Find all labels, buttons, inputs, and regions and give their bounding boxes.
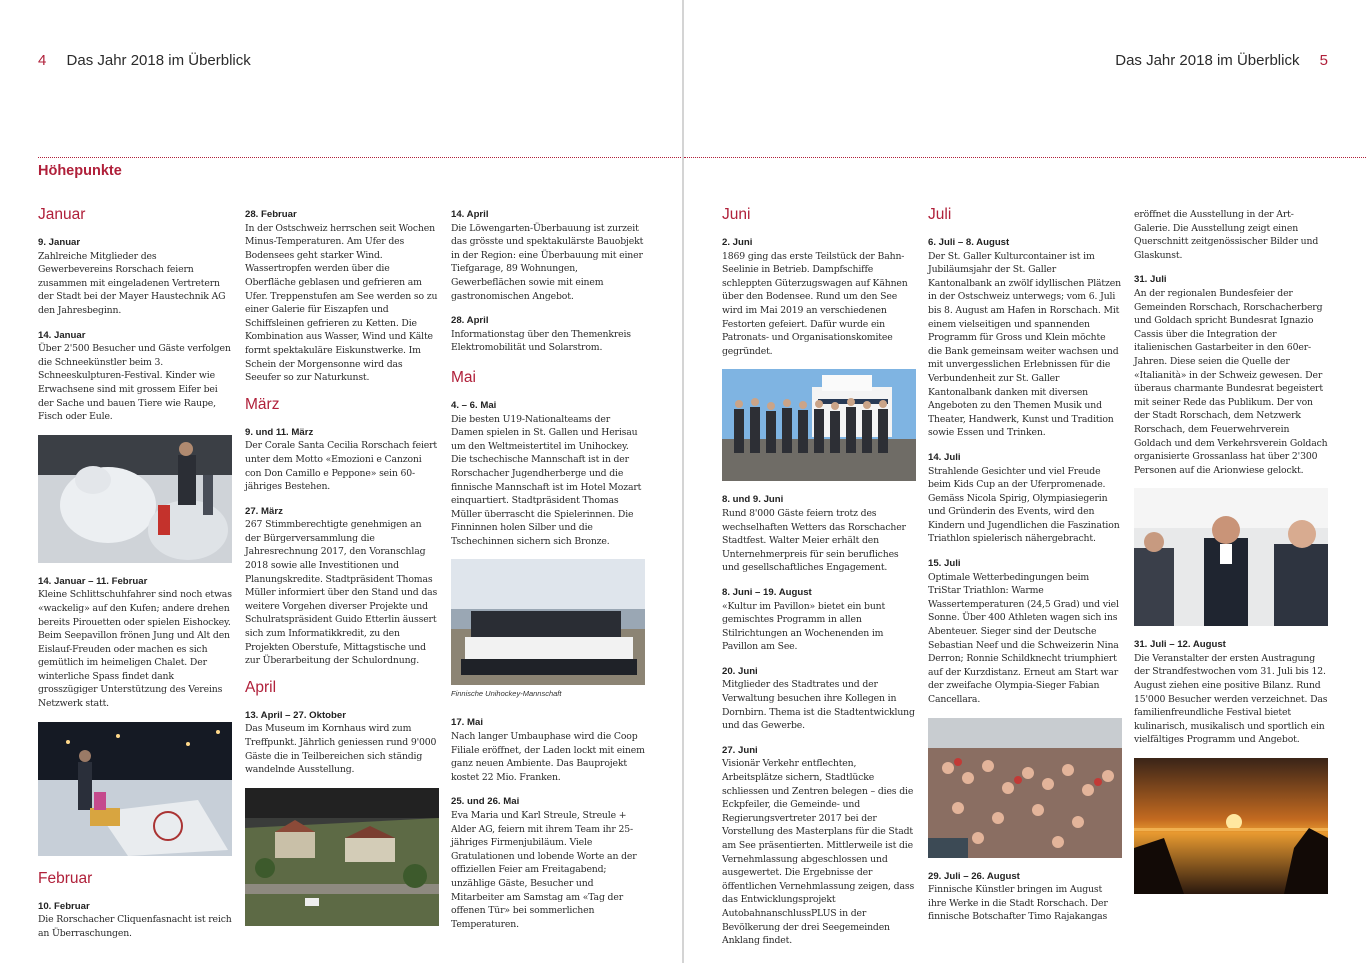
entry-date: 27. Juni	[722, 744, 758, 756]
photo-triathlon-crowd	[928, 718, 1122, 858]
entry	[451, 716, 645, 784]
photo-snow-sculpture	[38, 435, 232, 563]
photo-ship-group	[722, 369, 916, 481]
entry-text: Das Museum im Kornhaus wird zum Treffpunkt. Jährlich geniessen rund 9'000 Gäste die in Teilbereichen sich ständig wandelnde Ausstellung.	[245, 723, 437, 776]
entry	[451, 314, 645, 355]
photo-bundesrat	[1134, 488, 1328, 626]
entry	[38, 575, 232, 711]
entry-date: 4. – 6. Mai	[451, 399, 497, 411]
entry-text: Nach langer Umbauphase wird die Coop Filiale eröffnet, der Laden lockt mit einem ganz neuen Ambiente. Das Bauprojekt kostet 22 Mio. Franken.	[451, 731, 645, 783]
entry-text: 1869 ging das erste Teilstück der Bahn-Seelinie in Betrieb. Dampfschiffe schleppten Güterzugswagen auf Kähnen über den Bodensee. Rund um den See wird im Mai 2019 an verschiedenen Festorten gefeiert. Dafür wurde ein Patronats- und Organisationskomitee gegründet.	[722, 250, 908, 357]
column-6	[1134, 208, 1328, 906]
ship-group-image	[722, 369, 916, 481]
sunset-image	[1134, 758, 1328, 894]
section-title: Höhepunkte	[38, 163, 122, 179]
entry-date: 31. Juli	[1134, 274, 1167, 286]
entry	[722, 493, 916, 575]
photo-caption: Finnische Unihockey-Mannschaft	[451, 689, 562, 699]
entry	[451, 208, 645, 303]
entry-date: 31. Juli – 12. August	[1134, 639, 1226, 651]
entry-text: Die Rorschacher Cliquenfasnacht ist reich an Überraschungen.	[38, 914, 232, 939]
snow-sculpture-image	[38, 435, 232, 563]
photo-unihockey-team	[451, 559, 645, 685]
entry-date: 20. Juni	[722, 665, 758, 677]
running-head-left	[38, 52, 251, 69]
column-3	[451, 208, 645, 942]
entry	[722, 665, 916, 733]
month-heading: März	[245, 395, 280, 413]
entry-date: 14. Juli	[928, 451, 961, 463]
entry-text: Eva Maria und Karl Streule, Streule + Alder AG, feiern mit ihrem Team ihr 25-jähriges Firmenjubiläum. Viele Gratulationen und lobende Worte an der offiziellen Feier am Freitagabend; unzählige Gäste, Besucher und Mitarbeiter am Samstag am «Tag der offenen Tür» bei sommerlichen Temperaturen.	[451, 810, 637, 930]
entry-date: 8. und 9. Juni	[722, 494, 784, 506]
entry-date: 9. Januar	[38, 237, 81, 248]
entry-date: 29. Juli – 26. August	[928, 870, 1020, 882]
entry-date: 8. Juni – 19. August	[722, 586, 812, 598]
running-title: Das Jahr 2018 im Überblick	[1115, 52, 1300, 69]
entry-date: 28. April	[451, 315, 489, 327]
entry-date: 14. Januar – 11. Februar	[38, 575, 148, 587]
ice-rink-image	[38, 722, 232, 856]
running-title: Das Jahr 2018 im Überblick	[66, 52, 251, 69]
entry-text: Finnische Künstler bringen im August ihre Werke in die Stadt Rorschach. Der finnische Botschafter Timo Rajakangas	[928, 884, 1108, 923]
month-heading: Mai	[451, 368, 476, 386]
entry-text: In der Ostschweiz herrschen seit Wochen Minus-Temperaturen. Am Ufer des Bodensees geht starker Wind. Wassertropfen werden über die Oberfläche geblasen und gefrieren am Ufer. Treppenstufen am See werden so zu einer Galerie für Eiszapfen und Schiffsleinen gefrieren zu Ketten. Die Kombination aus Wasser, Wind und Kälte formt spektakuläre Eiskunstwerke. Im Schein der Morgensonne wird das Seeufer so zur Naturkunst.	[245, 222, 438, 384]
month-heading: April	[245, 678, 277, 696]
entry-text: Mitglieder des Stadtrates und der Verwaltung besuchen ihre Kollegen in Dornbirn. Thema ist die Stadtentwicklung und das Gewerbe.	[722, 679, 915, 732]
month-heading: Januar	[38, 206, 86, 223]
entry-text: Der Corale Santa Cecilia Rorschach feiert unter dem Motto «Emozioni e Canzoni con Don Camillo e Peppone» sein 60-jähriges Bestehen.	[245, 440, 438, 493]
running-head-right	[1115, 52, 1328, 69]
column-5	[928, 206, 1122, 935]
entry	[245, 426, 439, 494]
entry-text: Strahlende Gesichter und viel Freude beim Kids Cup an der Uferpromenade. Gemäss Nicola Spirig, Olympiasiegerin und Gründerin des Events, wird den Kindern und Jugendlichen die Faszination Triathlon spielerisch nähergebracht.	[928, 465, 1120, 545]
entry	[245, 709, 439, 777]
entry-text: Die besten U19-Nationalteams der Damen spielen in St. Gallen und Herisau um den Weltmeistertitel im Unihockey. Die tschechische Mannschaft ist in der Rorschacher Jugendherberge und die finnische Mannschaft ist im Hotel Mozart einquartiert. Stadtpräsident Thomas Müller überrascht die Spielerinnen. Die Finninnen holen Silber und die Tschechinnen sichern sich Bronze.	[451, 413, 642, 547]
entry-text: Die Löwengarten-Überbauung ist zurzeit das grösste und spektakulärste Bauobjekt in der Region: eine Überbauung mit einer Tiefgarage, 89 Wohnungen, Gewerbeflächen sowie mit einem gastronomischen Angebot.	[451, 222, 644, 302]
entry	[1134, 638, 1328, 747]
entry-text: 267 Stimmberechtigte genehmigen an der Bürgerversammlung die Jahresrechnung 2017, den Voranschlag 2018 sowie alle Investitionen und Planungskredite. Stadtpräsident Thomas Müller informiert über den Stand und das weitere Vorgehen diverser Projekte und Schulratspräsident Guido Etterlin äussert sich zum Informatikkredit, zu den Projekten Oberstufe, Mittagstische und zur Überarbeitung der Schulordnung.	[245, 519, 438, 667]
photo-sunset	[1134, 758, 1328, 894]
entry-text: Visionär Verkehr entflechten, Arbeitsplätze sichern, Stadtlücke schliessen und Zentren belegen – dies die Eckpfeiler, die Gemeinde- und Regierungsvertreter 2017 bei der Vorstellung des Masterplans für die Stadt am See präsentierten. Mittlerweile ist die Vernehmlassung abgeschlossen und ausgewertet. Die Ergebnisse der öffentlichen Vernehmlassung zeigen, dass das Entwicklungsprojekt AutobahnanschlussPLUS in der Bevölkerung der drei Seegemeinden Anklang findet.	[722, 758, 915, 947]
month-heading: Juli	[928, 206, 952, 223]
entry	[722, 236, 916, 358]
month-heading: Februar	[38, 869, 93, 887]
entry-date: 2. Juni	[722, 237, 753, 248]
entry-text: Rund 8'000 Gäste feiern trotz des wechselhaften Wetters das Rorschacher Stadtfest. Walter Meier erhält den Unternehmerpreis für sein berufliches und gesellschaftliches Engagement.	[722, 507, 906, 574]
entry	[928, 236, 1122, 440]
unihockey-team-image	[451, 559, 645, 685]
entry	[928, 451, 1122, 546]
entry	[928, 557, 1122, 707]
entry	[451, 399, 645, 549]
dotted-divider	[684, 157, 1366, 158]
entry-text: An der regionalen Bundesfeier der Gemeinden Rorschach, Rorschacherberg und Goldach spricht Bundesrat Ignazio Cassis über die Integration der italienischen Gastarbeiter in den 60er-Jahren. Diese seien die Quelle der «Italianità» in der Schweiz gewesen. Der überaus charmante Bundesrat begeistert mit seiner Rede das Publikum. Der von der Stadt Rorschach, dem Netzwerk Rorschach, dem Feuerwehrverein Goldach und dem Verkehrsverein Goldach organisierte Grossanlass hat über 2'300 Personen auf die Arionwiese gelockt.	[1134, 287, 1328, 476]
entry	[38, 900, 232, 941]
entry-date: 13. April – 27. Oktober	[245, 709, 346, 721]
entry	[722, 586, 916, 654]
entry-text: Optimale Wetterbedingungen beim TriStar Triathlon: Warme Wassertemperaturen (24,5 Grad) und viel Sonne. Über 400 Athleten wagen sich ins Abenteuer. Sieger sind der Deutsche Sebastian Neef und die Schweizerin Nina Derron; Ronnie Schildknecht triumphiert auf der Kurzdistanz. Erneut am Start war der zweifache Olympia-Sieger Fabian Cancellara.	[928, 571, 1119, 705]
entry-text: Zahlreiche Mitglieder des Gewerbevereins Rorschach feiern zusammen mit eingeladenen Vertretern der Stadt bei der Mayer Haustechnik AG den Jahresbeginn.	[38, 250, 226, 316]
entry-text: eröffnet die Ausstellung in der Art-Galerie. Die Ausstellung zeigt einen Querschnitt zeitgenössischer Bilder und Glaskunst.	[1134, 209, 1319, 261]
entry	[245, 208, 439, 385]
entry-date: 9. und 11. März	[245, 426, 314, 438]
entry-text: Informationstag über den Themenkreis Elektromobilität und Solarstrom.	[451, 328, 631, 354]
page-number: 4	[38, 52, 47, 69]
entry-text: Über 2'500 Besucher und Gäste verfolgen die Schneekünstler beim 3. Schneeskulpturen-Festival. Kinder wie Erwachsene sind mit grossem Eifer bei der Sache und bauen Tiere wie Raupe, Fisch oder Eule.	[38, 343, 231, 423]
entry	[245, 505, 439, 668]
page-number: 5	[1319, 52, 1328, 69]
right-page	[684, 0, 1366, 963]
dotted-divider	[38, 157, 683, 158]
triathlon-crowd-image	[928, 718, 1122, 858]
column-2	[245, 208, 439, 938]
entry-date: 28. Februar	[245, 209, 297, 220]
entry-date: 25. und 26. Mai	[451, 796, 520, 808]
entry	[722, 744, 916, 948]
entry-date: 10. Februar	[38, 900, 90, 912]
entry-text: Der St. Galler Kulturcontainer ist im Jubiläumsjahr der St. Galler Kantonalbank an zwölf idyllischen Plätzen in der Ostschweiz unterwegs; vom 6. Juli bis 8. August am Hafen in Rorschach. Mit einem vielseitigen und spannenden Programm für Gross und Klein möchte die Bank gemeinsam weiter wachsen und mit unvergesslichen Erlebnissen für die Verbundenheit zur St. Galler Kantonalbank danken mit diversen Angeboten zu den Themen Musik und Theater, Handwerk, Kunst und Tradition sowie Essen und Trinken.	[928, 250, 1121, 439]
entry-date: 14. Januar	[38, 329, 86, 341]
entry-date: 15. Juli	[928, 558, 961, 570]
entry-date: 27. März	[245, 505, 283, 517]
entry-text: Die Veranstalter der ersten Austragung der Strandfestwochen vom 31. Juli bis 12. August ziehen eine positive Bilanz. Rund 15'000 Besucher werden verzeichnet. Das familienfreundliche Festival bietet kulinarisch, musikalisch und sportlich ein vielfältiges Programm und Angebot.	[1134, 652, 1328, 746]
bundesrat-image	[1134, 488, 1328, 626]
entry	[38, 329, 232, 424]
entry	[451, 795, 645, 931]
entry-date: 6. Juli – 8. August	[928, 237, 1010, 248]
entry-text: «Kultur im Pavillon» bietet ein bunt gemischtes Programm in allen Stilrichtungen an Wochenenden im Pavillon am See.	[722, 600, 886, 653]
photo-model-railway	[245, 788, 439, 926]
model-railway-image	[245, 788, 439, 926]
entry-date: 17. Mai	[451, 717, 483, 729]
column-4	[722, 206, 916, 959]
entry-date: 14. April	[451, 209, 489, 220]
photo-ice-rink	[38, 722, 232, 856]
entry	[928, 870, 1122, 924]
entry	[1134, 208, 1328, 262]
month-heading: Juni	[722, 206, 751, 223]
column-1	[38, 206, 232, 951]
entry-text: Kleine Schlittschuhfahrer sind noch etwas «wackelig» auf den Kufen; andere drehen bereits Pirouetten oder spielen Eishockey. Beim Seepavillon frönen Jung und Alt den Eislauf-Freuden oder machen es sich gemütlich im heimeligen Chalet. Der winterliche Spass findet dank grosszügiger Unterstützung des Vereins Netzwerk statt.	[38, 589, 232, 710]
entry	[1134, 273, 1328, 477]
entry	[38, 236, 232, 318]
